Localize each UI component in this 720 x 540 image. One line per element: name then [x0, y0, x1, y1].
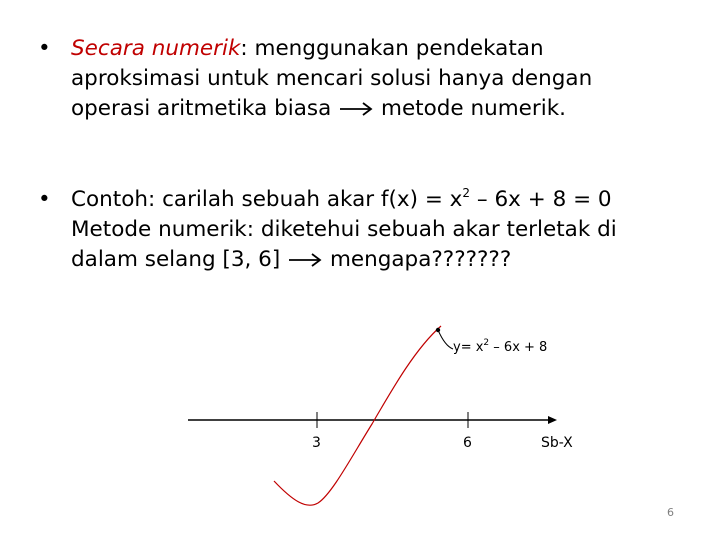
bullet-marker: • — [38, 187, 51, 212]
exponent: 2 — [462, 186, 471, 200]
tick-label-6: 6 — [463, 435, 472, 451]
bullet-1-line-2: aproksimasi untuk mencari solusi hanya dengan — [71, 66, 593, 91]
bullet-2-line-2: Metode numerik: diketehui sebuah akar terletak di — [71, 217, 617, 242]
curve-label-exponent: 2 — [483, 338, 490, 348]
axis-label: Sb-X — [541, 435, 573, 451]
parabola-curve — [274, 326, 441, 505]
x-axis-arrowhead — [548, 416, 557, 424]
bullet-marker: • — [38, 36, 51, 61]
emphasis-text: Secara numerik — [71, 36, 241, 61]
bullet-2-line-1b: – 6x + 8 = 0 — [470, 187, 612, 212]
tick-label-3: 3 — [312, 435, 321, 451]
bullet-1-line-1: : menggunakan pendekatan — [240, 36, 544, 61]
bullet-1-line-3a: operasi aritmetika biasa — [71, 96, 332, 121]
callout-dot — [436, 328, 440, 332]
bullet-2-line-3b: mengapa??????? — [329, 247, 512, 272]
curve-label: $y= x^2 - 6x + 8$ — [453, 338, 548, 355]
page-number: 6 — [667, 506, 674, 519]
bullet-1-line-3b: metode numerik. — [381, 96, 566, 121]
bullet-2-line-3a: dalam selang [3, 6] — [71, 247, 281, 272]
callout-leader — [438, 330, 453, 349]
bullet-2-line-1a: Contoh: carilah sebuah akar f(x) = x — [71, 187, 463, 212]
